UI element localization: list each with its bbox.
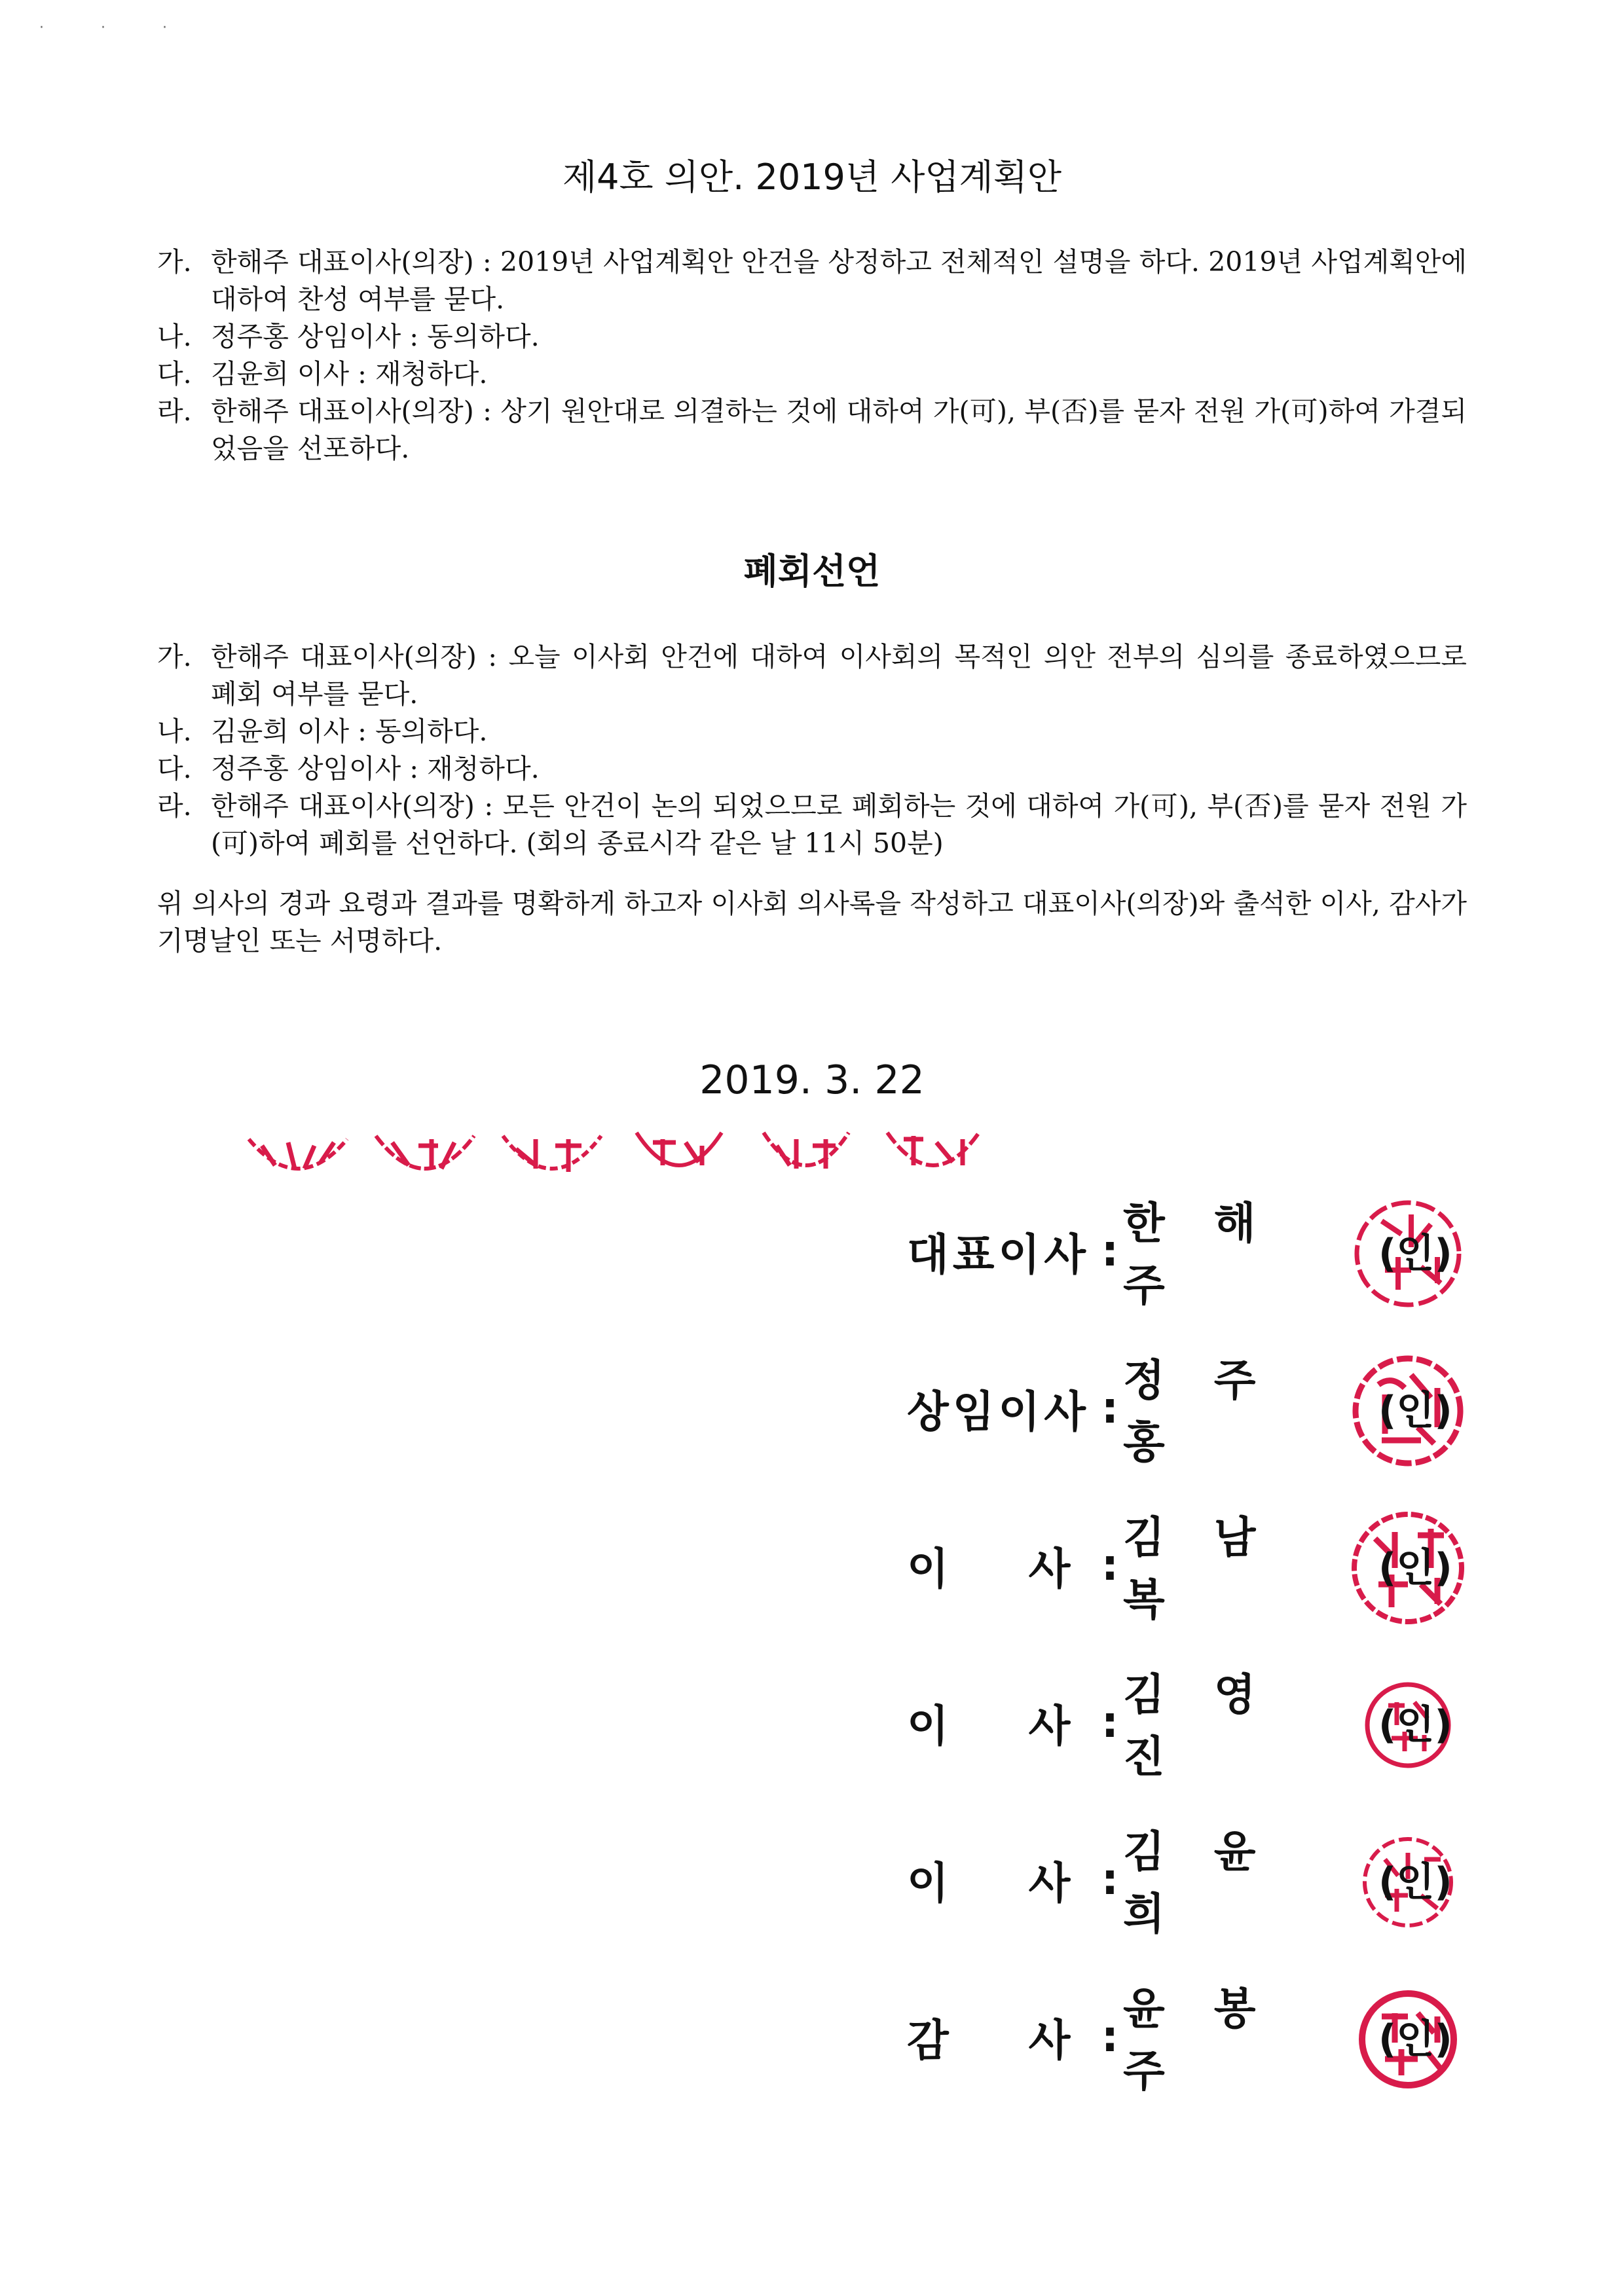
list-item xyxy=(157,318,1467,355)
signer-title: 대표이사 xyxy=(907,1229,1090,1280)
signer-name: 김 윤 희 xyxy=(1123,1827,1273,1939)
signer-colon: : xyxy=(1101,1225,1119,1276)
signature-row xyxy=(907,1355,1509,1468)
closing-statement: 위 의사의 경과 요령과 결과를 명확하게 하고자 이사회 의사록을 작성하고 대표이사(의장)와 출석한 이사, 감사가 기명날인 또는 서명하다. xyxy=(157,888,1467,957)
item-text: 김윤희 이사 : 동의하다. xyxy=(211,716,488,747)
partial-seal-icon xyxy=(496,1126,608,1192)
partial-seal-icon xyxy=(877,1126,989,1192)
item-text: 한해주 대표이사(의장) : 상기 원안대로 의결하는 것에 대하여 가(可), 부(否)를 묻자 전원 가(可)하여 가결되었음을 선포하다. xyxy=(211,395,1467,464)
item-text: 한해주 대표이사(의장) : 오늘 이사회 안건에 대하여 이사회의 목적인 의안 전부의 심의를 종료하였으므로 폐회 여부를 묻다. xyxy=(211,641,1467,710)
list-item xyxy=(157,638,1467,713)
seal-impression-strip xyxy=(242,1123,989,1195)
seal-mark: (인) xyxy=(1378,1702,1452,1748)
item-marker: 라. xyxy=(157,790,192,822)
agenda-4-items xyxy=(157,244,1467,467)
signer-title: 이 사 xyxy=(907,1543,1075,1594)
partial-seal-icon xyxy=(750,1126,862,1192)
list-item xyxy=(157,788,1467,862)
list-item xyxy=(157,355,1467,393)
agenda-4-title: 제4호 의안. 2019년 사업계획안 xyxy=(562,156,1062,198)
signer-colon: : xyxy=(1101,1382,1119,1433)
item-text: 정주홍 상임이사 : 재청하다. xyxy=(211,753,540,784)
signer-name: 윤 봉 주 xyxy=(1123,1984,1273,2096)
seal-mark: (인) xyxy=(1378,1859,1452,1905)
item-marker: 가. xyxy=(157,246,192,278)
item-text: 정주홍 상임이사 : 동의하다. xyxy=(211,321,540,352)
signer-name: 정 주 홍 xyxy=(1123,1355,1273,1468)
signer-title: 상임이사 xyxy=(907,1386,1090,1437)
signer-name: 김 영 진 xyxy=(1123,1669,1273,1782)
signature-row xyxy=(907,1669,1509,1782)
closing-section-items xyxy=(157,638,1467,862)
item-marker: 다. xyxy=(157,753,192,784)
signer-colon: : xyxy=(1101,1539,1119,1590)
signer-colon: : xyxy=(1101,1696,1119,1747)
seal-mark: (인) xyxy=(1378,1231,1452,1277)
partial-seal-icon xyxy=(242,1126,354,1192)
signature-row xyxy=(907,1512,1509,1625)
item-text: 한해주 대표이사(의장) : 2019년 사업계획안 안건을 상정하고 전체적인 설명을 하다. 2019년 사업계획안에 대하여 찬성 여부를 묻다. xyxy=(211,246,1467,315)
scan-artifact: · · · xyxy=(39,20,193,36)
signer-title: 이 사 xyxy=(907,1857,1075,1908)
signer-title: 감 사 xyxy=(907,2014,1075,2066)
signer-title: 이 사 xyxy=(907,1700,1075,1751)
signature-row xyxy=(907,1827,1509,1939)
signature-row xyxy=(907,1984,1509,2096)
signer-colon: : xyxy=(1101,2011,1119,2062)
item-marker: 나. xyxy=(157,321,192,352)
item-marker: 라. xyxy=(157,395,192,427)
signer-name: 김 남 복 xyxy=(1123,1512,1273,1625)
list-item xyxy=(157,244,1467,318)
signature-row xyxy=(907,1198,1509,1311)
signer-colon: : xyxy=(1101,1853,1119,1904)
item-marker: 다. xyxy=(157,358,192,390)
item-marker: 나. xyxy=(157,716,192,747)
signer-name: 한 해 주 xyxy=(1123,1198,1273,1311)
list-item xyxy=(157,750,1467,788)
partial-seal-icon xyxy=(369,1126,481,1192)
seal-mark: (인) xyxy=(1378,1388,1452,1434)
list-item xyxy=(157,713,1467,750)
seal-mark: (인) xyxy=(1378,1545,1452,1591)
partial-seal-icon xyxy=(623,1126,735,1192)
seal-mark: (인) xyxy=(1378,2016,1452,2062)
item-text: 김윤희 이사 : 재청하다. xyxy=(211,358,488,390)
item-text: 한해주 대표이사(의장) : 모든 안건이 논의 되었으므로 폐회하는 것에 대하여 가(可), 부(否)를 묻자 전원 가(可)하여 폐회를 선언하다. (회의 종료시각 같은 날 11시 50분) xyxy=(211,790,1467,859)
meeting-date: 2019. 3. 22 xyxy=(699,1057,925,1103)
item-marker: 가. xyxy=(157,641,192,672)
list-item xyxy=(157,393,1467,467)
closing-section-title: 폐회선언 xyxy=(743,551,881,592)
